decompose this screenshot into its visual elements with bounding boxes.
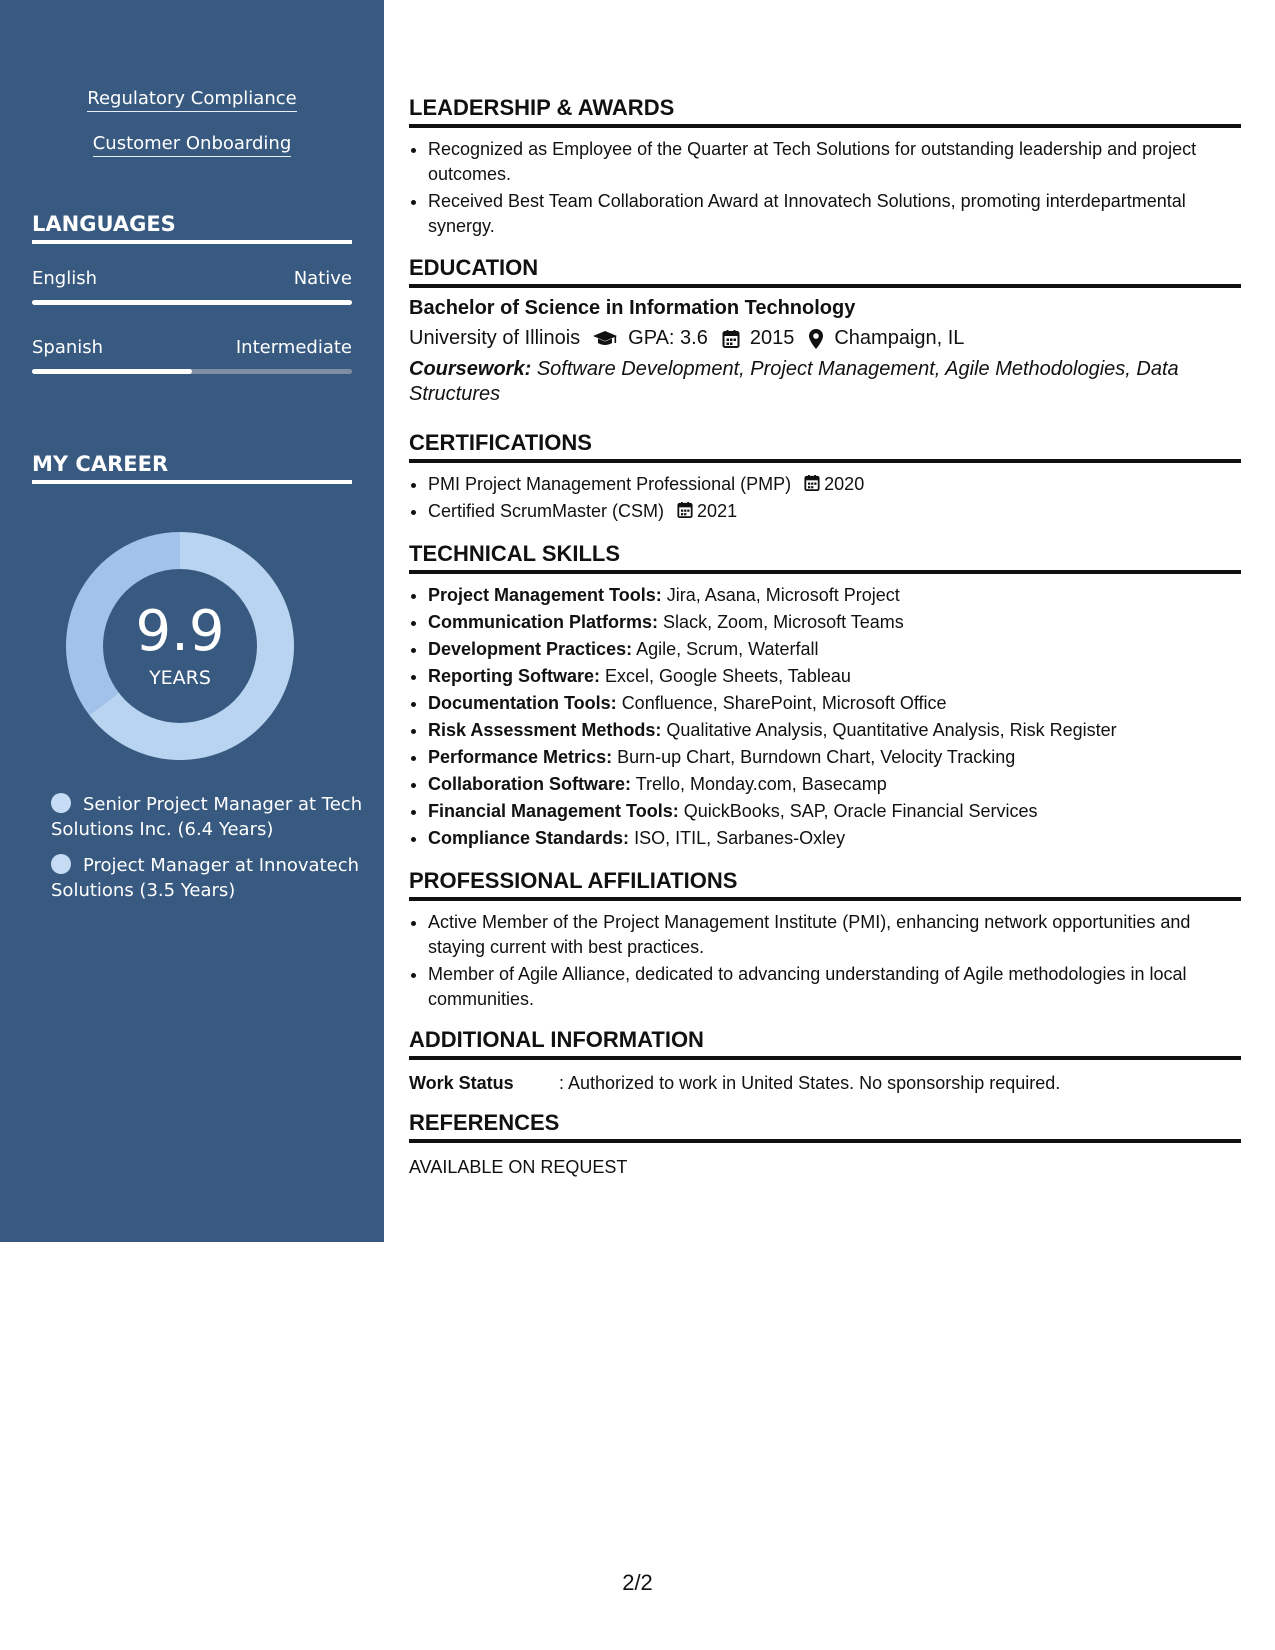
skill-category: Risk Assessment Methods: — [428, 720, 662, 740]
career-total-years: 9.9 — [135, 599, 225, 664]
calendar-icon — [677, 501, 693, 519]
language-level: Intermediate — [235, 337, 352, 358]
language-name: English — [32, 268, 97, 289]
skill-category: Project Management Tools: — [428, 585, 662, 605]
language-bar-fill — [32, 300, 352, 305]
language-level: Native — [293, 268, 352, 289]
skill-link-customer-onboarding[interactable] — [0, 133, 384, 154]
language-bar-english — [32, 300, 352, 305]
skill-category: Financial Management Tools: — [428, 801, 679, 821]
language-bar-spanish — [32, 369, 352, 374]
page-number: 2/2 — [622, 1570, 653, 1595]
list-item: • Member of Agile Alliance, dedicated to advancing understanding of Agile methodologies in local communities. — [428, 962, 1241, 1012]
language-row-spanish — [32, 337, 352, 358]
skill-category: Collaboration Software: — [428, 774, 632, 794]
list-item — [428, 744, 1241, 771]
edu-gpa: GPA: 3.6 — [628, 327, 708, 349]
career-dot-icon — [51, 854, 71, 874]
certifications-list — [409, 471, 1241, 525]
career-dot-icon — [51, 793, 71, 813]
list-item — [428, 609, 1241, 636]
skill-values: Jira, Asana, Microsoft Project — [666, 585, 900, 605]
additional-info-heading: ADDITIONAL INFORMATION — [409, 1027, 1241, 1060]
list-item — [428, 825, 1241, 852]
calendar-icon — [722, 329, 740, 349]
list-item — [428, 771, 1241, 798]
skill-values: Excel, Google Sheets, Tableau — [605, 666, 851, 686]
list-item: • Received Best Team Collaboration Award at Innovatech Solutions, promoting interdepartmental synergy. — [428, 189, 1241, 239]
leadership-list — [409, 137, 1241, 241]
calendar-icon — [804, 474, 820, 492]
edu-details — [409, 327, 964, 350]
edu-degree: Bachelor of Science in Information Technology — [409, 297, 856, 319]
technical-skills-heading: TECHNICAL SKILLS — [409, 541, 1241, 574]
cert-year: 2020 — [824, 474, 865, 494]
references-text: AVAILABLE ON REQUEST — [409, 1157, 628, 1177]
list-item — [428, 798, 1241, 825]
skill-values: ISO, ITIL, Sarbanes-Oxley — [634, 828, 846, 848]
cert-name: PMI Project Management Professional (PMP) — [428, 474, 792, 494]
list-item — [428, 636, 1241, 663]
career-donut-chart — [66, 532, 294, 760]
skill-values: Burn-up Chart, Burndown Chart, Velocity Tracking — [617, 747, 1016, 767]
leadership-heading: LEADERSHIP & AWARDS — [409, 95, 1241, 128]
skill-category: Communication Platforms: — [428, 612, 659, 632]
skill-category: Development Practices: — [428, 639, 633, 659]
skill-values: Agile, Scrum, Waterfall — [636, 639, 819, 659]
skill-label: Regulatory Compliance — [87, 88, 296, 112]
coursework-text: Software Development, Project Management, Agile Methodologies, Data Structures — [409, 358, 1179, 405]
cert-name: Certified ScrumMaster (CSM) — [428, 501, 665, 521]
sidebar — [0, 0, 384, 1242]
skill-category: Performance Metrics: — [428, 747, 613, 767]
edu-location: Champaign, IL — [834, 327, 965, 349]
skill-values: Qualitative Analysis, Quantitative Analysis, Risk Register — [666, 720, 1117, 740]
list-item — [428, 690, 1241, 717]
skill-values: Slack, Zoom, Microsoft Teams — [663, 612, 904, 632]
skill-category: Reporting Software: — [428, 666, 601, 686]
skill-link-regulatory-compliance[interactable] — [0, 88, 384, 109]
career-item-text: Project Manager at Innovatech Solutions (3.5 Years) — [51, 855, 359, 901]
list-item: • Active Member of the Project Management Institute (PMI), enhancing network opportunities and staying current with best practices. — [428, 910, 1241, 960]
work-status-label: Work Status — [409, 1073, 514, 1093]
graduation-cap-icon — [592, 329, 618, 349]
technical-skills-list — [409, 582, 1241, 852]
skill-category: Documentation Tools: — [428, 693, 617, 713]
skill-label: Customer Onboarding — [93, 133, 292, 157]
cert-year: 2021 — [697, 501, 738, 521]
map-pin-icon — [808, 328, 824, 350]
edu-coursework — [409, 357, 1241, 407]
career-item-senior-pm — [51, 792, 371, 842]
skill-values: QuickBooks, SAP, Oracle Financial Services — [683, 801, 1038, 821]
education-heading: EDUCATION — [409, 255, 1241, 288]
list-item — [428, 498, 1241, 525]
coursework-label: Coursework: — [409, 358, 532, 380]
languages-heading: LANGUAGES — [32, 212, 352, 244]
career-heading: MY CAREER — [32, 452, 352, 484]
skill-category: Compliance Standards: — [428, 828, 630, 848]
language-name: Spanish — [32, 337, 104, 358]
affiliations-heading: PROFESSIONAL AFFILIATIONS — [409, 868, 1241, 901]
language-bar-fill — [32, 369, 192, 374]
career-unit-label: YEARS — [149, 667, 211, 689]
work-status-row — [409, 1073, 1060, 1094]
edu-year: 2015 — [749, 327, 795, 349]
list-item — [428, 717, 1241, 744]
affiliations-list — [409, 910, 1241, 1014]
list-item — [428, 663, 1241, 690]
references-heading: REFERENCES — [409, 1110, 1241, 1143]
list-item: • Recognized as Employee of the Quarter at Tech Solutions for outstanding leadership and project outcomes. — [428, 137, 1241, 187]
skill-values: Confluence, SharePoint, Microsoft Office — [621, 693, 947, 713]
career-item-pm — [51, 853, 371, 903]
skill-values: Trello, Monday.com, Basecamp — [635, 774, 887, 794]
language-row-english — [32, 268, 352, 289]
list-item — [428, 582, 1241, 609]
certifications-heading: CERTIFICATIONS — [409, 430, 1241, 463]
edu-school: University of Illinois — [409, 327, 581, 349]
career-item-text: Senior Project Manager at Tech Solutions Inc. (6.4 Years) — [51, 794, 363, 840]
work-status-value: : Authorized to work in United States. No sponsorship required. — [559, 1073, 1061, 1093]
list-item — [428, 471, 1241, 498]
